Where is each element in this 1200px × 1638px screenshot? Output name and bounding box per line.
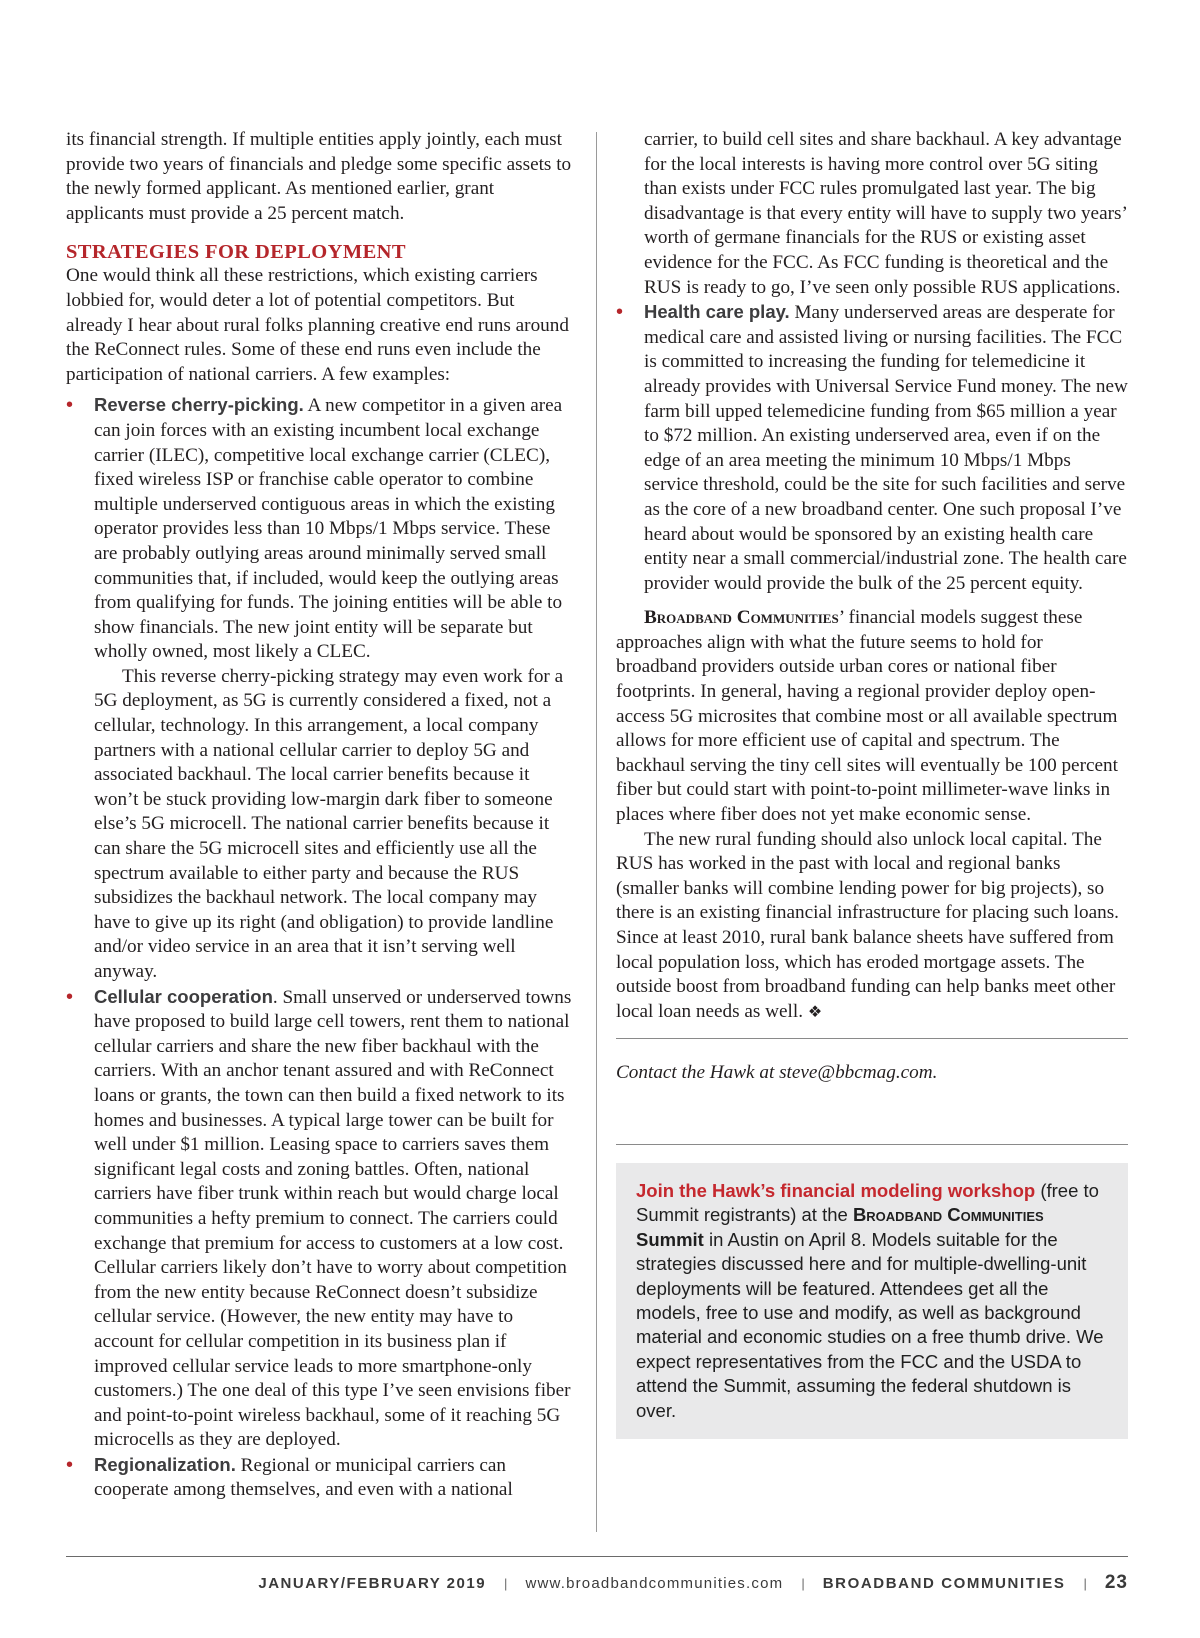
divider — [616, 1144, 1128, 1145]
paragraph-text: ’ financial models suggest these approaches align with what the future seems to hold for broadband providers outside urban cores or national fiber footprints. In general, having a regional provider deploy open-access 5G microsites that combine most or all available spectrum allows for more efficient use of capital and spectrum. The backhaul serving the tiny cell sites will eventually be 100 percent fiber but could start with point-to-point millimeter-wave links in places where fiber does not yet make economic sense. — [616, 607, 1118, 826]
paragraph: This reverse cherry-picking strategy may even work for a 5G deployment, as 5G is currently considered a fixed, not a cellular, technology. In this arrangement, a local company partners with a national cellular carrier to deploy 5G and associated backhaul. The local carrier benefits because it won’t be stuck providing low-margin dark fiber to someone else’s 5G microcell. The national carrier benefits because it can share the 5G microcell sites and efficiently use all the spectrum available to either party and because the RUS subsidizes the backhaul network. The local company may have to give up its right (and obligation) to provide landline and/or video service in an area that it isn’t serving well anyway. — [94, 665, 564, 982]
bullet-text: carrier, to build cell sites and share backhaul. A key advantage for the local interests is having more control over 5G siting than exists under FCC rules promulgated last year. The big disadvantage is that every entity will have to supply two years’ worth of germane financials for the RUS or existing asset evidence for the FCC. As FCC funding is theoretical and the RUS is ready to go, I’ve seen only possible RUS applications. — [644, 129, 1127, 298]
page-number: 23 — [1104, 1572, 1128, 1593]
bullet-lead: Health care play. — [644, 301, 790, 323]
magazine-title: BROADBAND COMMUNITIES — [822, 1574, 1066, 1592]
summit-name: Summit — [636, 1228, 704, 1250]
list-item — [66, 1453, 574, 1503]
paragraph — [616, 828, 1128, 1025]
sidebar-text: (free to Summit registrants) at the — [636, 1179, 1099, 1226]
bullet-icon: • — [616, 301, 624, 324]
bullet-list — [66, 393, 574, 1503]
list-item — [616, 300, 1128, 596]
website-link[interactable]: www.broadbandcommunities.com — [525, 1574, 784, 1592]
list-item — [66, 393, 574, 665]
bullet-text: Regional or municipal carriers can cooperate among themselves, and even with a national — [94, 1454, 513, 1501]
section-heading: STRATEGIES FOR DEPLOYMENT — [66, 241, 406, 264]
bullet-icon: • — [66, 1453, 74, 1476]
footer-rule — [66, 1556, 1128, 1557]
column-divider — [596, 132, 597, 1532]
sidebar-text: in Austin on April 8. Models suitable for the strategies discussed here and for multiple-dwelling-unit deployments will be featured. Attendees get all the models, free to use and modify, as well as background material and economic studies on a free thumb drive. We expect representatives from the FCC and the USDA to attend the Summit, assuming the federal shutdown is over. — [636, 1228, 1104, 1421]
footer-separator: | — [504, 1575, 508, 1591]
list-item-continuation — [66, 665, 574, 985]
bullet-icon: • — [66, 394, 74, 417]
right-column — [616, 128, 1128, 1439]
magazine-name: Broadband Communities — [644, 607, 839, 629]
workshop-sidebar-box — [616, 1163, 1128, 1439]
bullet-lead: Cellular cooperation — [94, 985, 273, 1007]
bullet-list — [616, 128, 1128, 596]
footer-separator: | — [1083, 1575, 1087, 1591]
bullet-text: . Small unserved or underserved towns have proposed to build large cell towers, rent them to national cellular carriers and share the new fiber backhaul with the carriers. With an anchor tenant assured and with ReConnect loans or grants, the town can then build a fixed network to its homes and businesses. A typical large tower can be built for well under $1 million. Leasing space to carriers saves them significant legal costs and zoning battles. Often, national carriers have fiber trunk within reach but would charge local communities a hefty premium to connect. The carriers could exchange that premium for access to customers at a low cost. Cellular carriers likely don’t have to worry about competition from the new entity because ReConnect doesn’t subsidize cellular service. (However, the new entity may have to account for cellular competition in its business plan if improved cellular service leads to more smartphone-only customers.) The one deal of this type I’ve seen envisions fiber and point-to-point wireless backhaul, some of it reaching 5G microcells as they are deployed. — [94, 986, 572, 1451]
contact-line: Contact the Hawk at steve@bbcmag.com. — [616, 1062, 938, 1084]
footer-separator: | — [801, 1575, 805, 1591]
bullet-lead: Regionalization. — [94, 1453, 236, 1475]
list-item — [66, 985, 574, 1453]
issue-date: JANUARY/FEBRUARY 2019 — [258, 1574, 487, 1592]
paragraph: One would think all these restrictions, which existing carriers lobbied for, would deter a lot of potential competitors. But already I hear about rural folks planning creative end runs around the ReConnect rules. Some of these end runs even include the participation of national carriers. A few examples: — [66, 265, 569, 385]
sidebar-lead: Join the Hawk’s financial modeling workshop — [636, 1179, 1036, 1201]
bullet-text: A new competitor in a given area can join forces with an existing incumbent local exchange carrier (ILEC), competitive local exchange carrier (CLEC), fixed wireless ISP or franchise cable operator to combine multiple underserved contiguous areas in which the existing operator provides less than 10 Mbps/1 Mbps service. These are probably outlying areas around minimally served small communities that, if included, would keep the outlying areas from qualifying for funds. The joining entities will be able to show financials. The new joint entity will be separate but wholly owned, most likely a CLEC. — [94, 395, 563, 663]
bullet-icon: • — [66, 985, 74, 1008]
paragraph: its financial strength. If multiple entities apply jointly, each must provide two years of financials and pledge some specific assets to the newly formed applicant. As mentioned earlier, grant applicants must provide a 25 percent match. — [66, 129, 572, 224]
left-column — [66, 128, 574, 1503]
bullet-lead: Reverse cherry-picking. — [94, 394, 304, 416]
bullet-text: Many underserved areas are desperate for medical care and assisted living or nursing facilities. The FCC is committed to increasing the funding for telemedicine it already provides with Universal Service Fund money. The new farm bill upped telemedicine funding from $65 million a year to $72 million. An existing underserved area, even if on the edge of an area meeting the minimum 10 Mbps/1 Mbps service threshold, could be the site for such facilities and serve as the core of a new broadband center. One such proposal I’ve heard about would be sponsored by an existing health care entity near a small commercial/industrial zone. The health care provider would provide the bulk of the 25 percent equity. — [644, 302, 1128, 594]
divider — [616, 1038, 1128, 1039]
paragraph-text: The new rural funding should also unlock local capital. The RUS has worked in the past with local and regional banks (smaller banks will combine lending power for big projects), so there is an existing financial infrastructure for placing such loans. Since at least 2010, rural bank balance sheets have suffered from local population loss, which has eroded mortgage assets. The outside boost from broadband funding can help banks meet other local loan needs as well. — [616, 828, 1119, 1022]
list-item-continuation — [616, 128, 1128, 300]
page-footer — [66, 1572, 1128, 1594]
end-mark-icon: ❖ — [807, 1001, 823, 1021]
magazine-name: Broadband Communities — [852, 1204, 1044, 1226]
paragraph — [616, 606, 1128, 827]
